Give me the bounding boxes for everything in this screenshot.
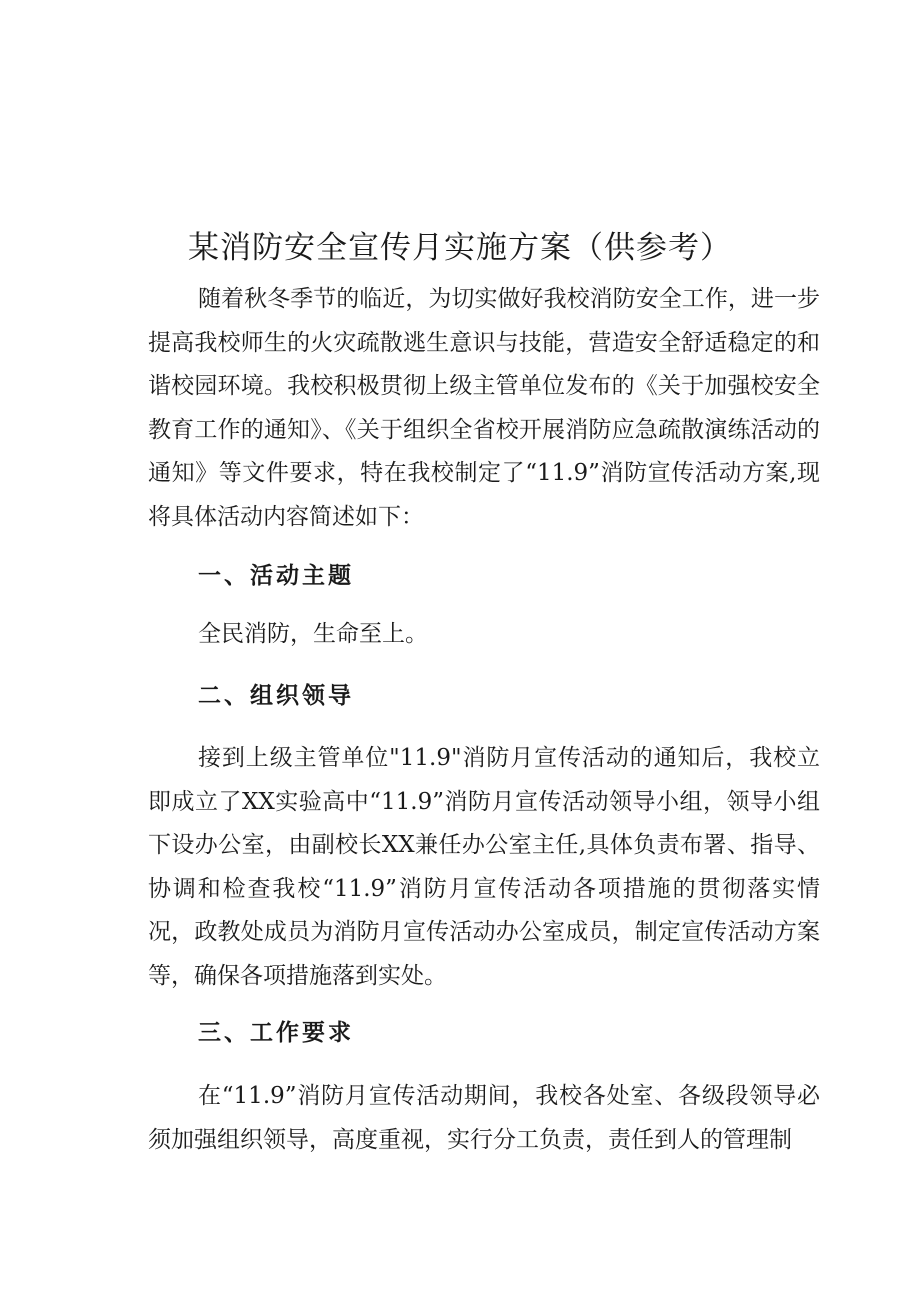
section-heading-requirements: 三、工作要求 — [198, 1020, 354, 1046]
section-heading-theme: 一、活动主题 — [198, 563, 354, 589]
section-heading-leadership: 二、组织领导 — [198, 683, 354, 709]
section-body-requirements: 在“11.9”消防月宣传活动期间，我校各处室、各级段领导必须加强组织领导，高度重视，实行分工负责，责任到人的管理制 — [148, 1083, 820, 1153]
intro-paragraph: 随着秋冬季节的临近，为切实做好我校消防安全工作，进一步提高我校师生的火灾疏散逃生意识与技能，营造安全舒适稳定的和谐校园环境。我校积极贯彻上级主管单位发布的《关于加强校安全教育工作的通知》、《关于组织全省校开展消防应急疏散演练活动的通知》等文件要求，特在我校制定了“11.9”消防宣传活动方案,现将具体活动内容简述如下： — [148, 286, 820, 530]
section-body-leadership: 接到上级主管单位"11.9"消防月宣传活动的通知后，我校立即成立了XX实验高中“11.9”消防月宣传活动领导小组，领导小组下设办公室，由副校长XX兼任办公室主任,具体负责布署、指导、协调和检查我校“11.9”消防月宣传活动各项措施的贯彻落实情况，政教处成员为消防月宣传活动办公室成员，制定宣传活动方案等，确保各项措施落到实处。 — [148, 745, 820, 989]
document-title: 某消防安全宣传月实施方案（供参考） — [188, 230, 732, 266]
section-body-theme: 全民消防，生命至上。 — [198, 621, 428, 647]
